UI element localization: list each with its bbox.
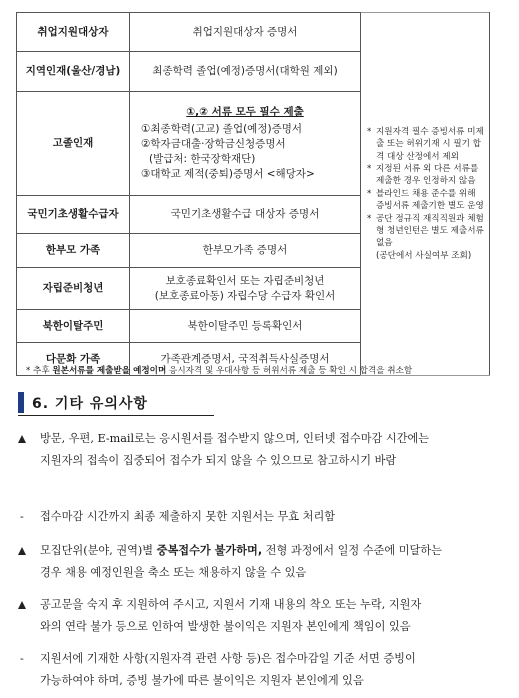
section-heading xyxy=(18,389,214,416)
note-tail: (공단에서 사실여부 조회) xyxy=(376,250,472,261)
high-school-title: ①,② 서류 모두 필수 제출 xyxy=(186,106,304,118)
document-cell: 한부모가족 증명서 xyxy=(130,234,361,268)
category-cell: 취업지원대상자 xyxy=(17,13,130,52)
high-school-line: ①최종학력(고교) 졸업(예정)증명서 xyxy=(141,123,302,135)
triangle-bullet-icon xyxy=(16,540,38,563)
document-cell xyxy=(130,92,361,196)
notice-item: 방문, 우편, E-mail로는 응시원서를 접수받지 않으며, 인터넷 접수마감 시간에는 지원자의 접속이 집중되어 접수가 되지 않을 수 있으므로 참고하시기 바람 xyxy=(16,428,508,472)
category-cell: 고졸인재 xyxy=(17,92,130,196)
notice-item: 모집단위(분야, 권역)별 중복접수가 불가하며, 전형 과정에서 일정 수준에 미달하는 경우 채용 예정인원을 축소 또는 채용하지 않을 수 있음 xyxy=(16,540,508,584)
notes-cell xyxy=(361,13,490,376)
dash-bullet-icon: - xyxy=(20,652,24,665)
high-school-line: ③대학교 제적(중퇴)증명서 <해당자> xyxy=(141,168,315,180)
category-cell: 자립준비청년 xyxy=(17,268,130,310)
category-cell: 지역인재(울산/경남) xyxy=(17,52,130,92)
section-marker-bar xyxy=(18,392,24,413)
required-documents-table xyxy=(16,12,490,376)
document-line: 보호종료확인서 또는 자립준비청년 xyxy=(165,274,325,287)
document-cell: 국민기초생활수급 대상자 증명서 xyxy=(130,196,361,234)
triangle-bullet-icon xyxy=(16,428,38,451)
note-item: * 블라인드 채용 준수를 위해 증빙서류 제출기한 별도 운영 xyxy=(367,188,484,212)
high-school-line: (발급처: 한국장학재단) xyxy=(149,153,256,165)
table-footnote: * 추후 원본서류를 제출받을 예정이며 응시자격 및 우대사항 등 허위서류 제출 등 확인 시 합격을 취소함 xyxy=(26,366,413,376)
notice-item: - 지원서에 기재한 사항(지원자격 관련 사항 등)은 접수마감일 기준 서면 증빙이 가능하여야 하며, 증빙 불가에 따른 불이익은 지원자 본인에게 있음 xyxy=(16,648,508,692)
category-cell: 국민기초생활수급자 xyxy=(17,196,130,234)
dash-bullet-icon: - xyxy=(20,510,24,523)
document-cell xyxy=(130,268,361,310)
note-item: * 공단 정규직 재직직원과 체험형 청년인턴은 별도 제출서류 없음 xyxy=(367,213,484,249)
document-cell: 최종학력 졸업(예정)증명서(대학원 제외) xyxy=(130,52,361,92)
category-cell: 북한이탈주민 xyxy=(17,310,130,343)
table-row xyxy=(17,13,490,52)
document-cell: 가족관계증명서, 국적취득사실증명서 xyxy=(130,343,361,376)
high-school-line: ②학자금대출·장학금신청증명서 xyxy=(141,138,286,150)
document-cell: 취업지원대상자 증명서 xyxy=(130,13,361,52)
triangle-bullet-icon xyxy=(16,594,38,617)
footnote-emphasis: 원본서류를 제출받을 예정이며 xyxy=(52,366,167,376)
document-line: (보호종료아동) 자립수당 수급자 확인서 xyxy=(154,289,336,302)
notice-item: 공고문을 숙지 후 지원하여 주시고, 지원서 기재 내용의 착오 또는 누락, 지원자 와의 연락 불가 등으로 인하여 발생한 불이익은 지원자 본인에게 책임이 있음 xyxy=(16,594,508,638)
section-title: 6. 기타 유의사항 xyxy=(32,396,148,412)
category-cell: 다문화 가족 xyxy=(17,343,130,376)
note-item: * 지정된 서류 외 다른 서류를 제출한 경우 인정하지 않음 xyxy=(367,163,479,187)
document-cell: 북한이탈주민 등록확인서 xyxy=(130,310,361,343)
emphasis-text: 중복접수가 불가하며, xyxy=(156,544,263,557)
note-item: * 지원자격 필수 증빙서류 미제출 또는 허위기재 시 필기 합격 대상 산정에서 제외 xyxy=(367,126,484,162)
notice-item: - 접수마감 시간까지 최종 제출하지 못한 지원서는 무효 처리함 xyxy=(16,506,508,528)
category-cell: 한부모 가족 xyxy=(17,234,130,268)
